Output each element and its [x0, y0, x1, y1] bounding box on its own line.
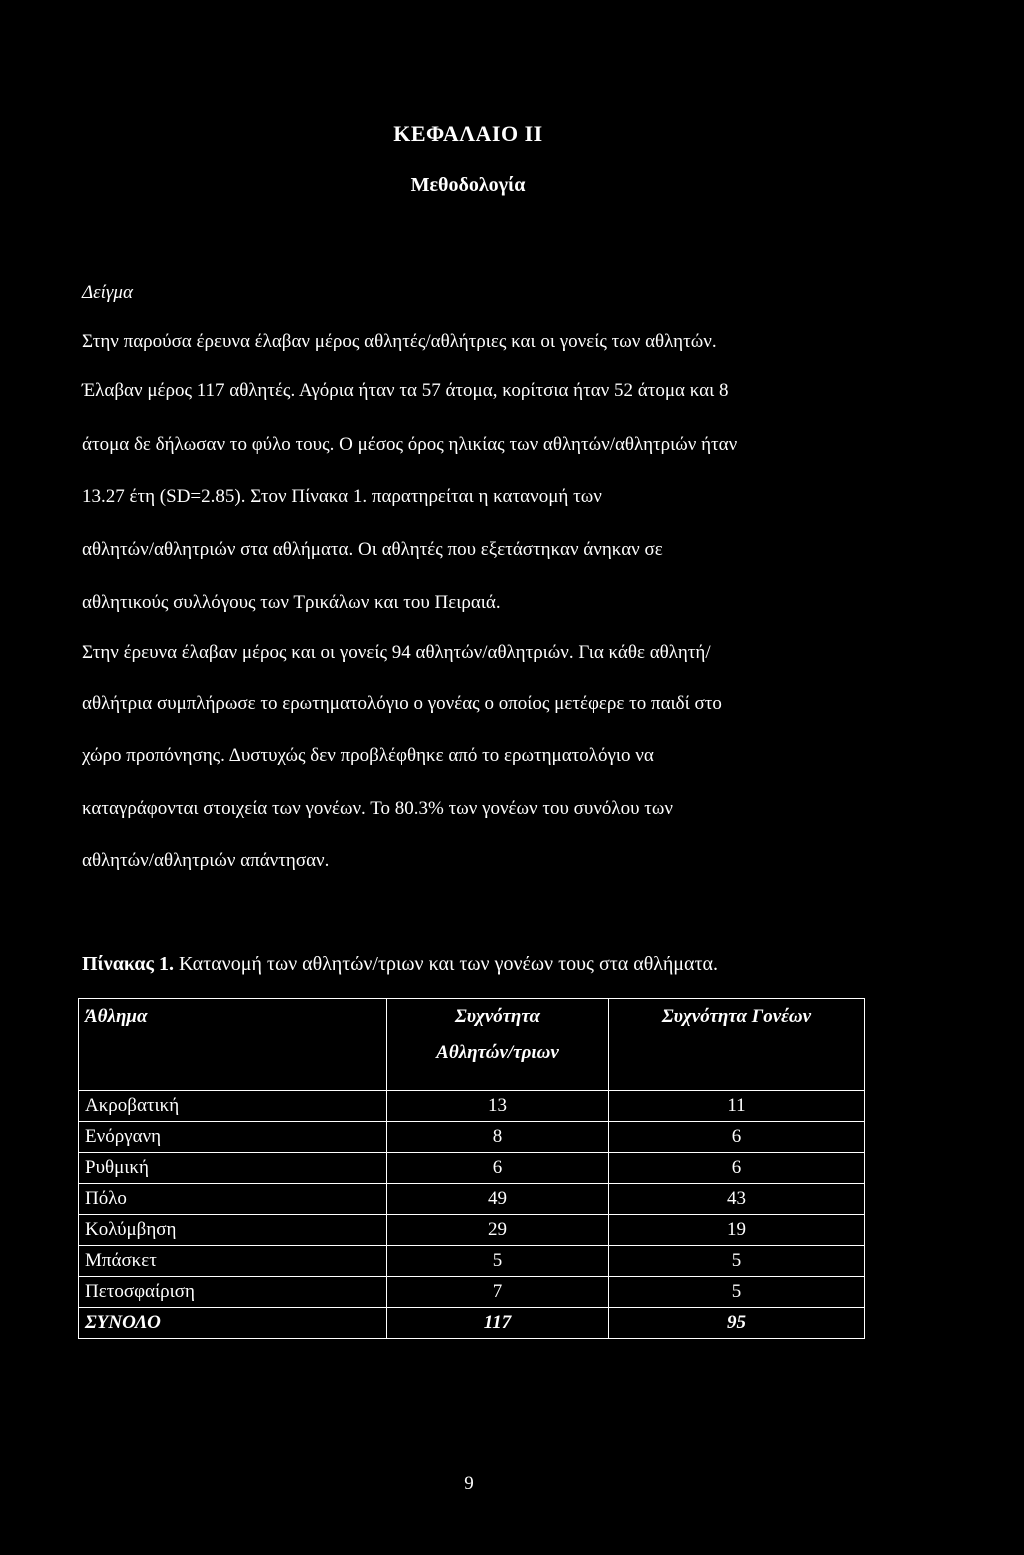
paragraph-line: Στην έρευνα έλαβαν μέρος και οι γονείς 94 αθλητών/αθλητριών. Για κάθε αθλητή/ [82, 642, 711, 663]
chapter-heading: ΚΕΦΑΛΑΙΟ ΙΙ [393, 121, 543, 146]
sport-name: Πετοσφαίριση [79, 1277, 387, 1308]
sport-name: Ενόργανη [79, 1122, 387, 1153]
parents-count: 19 [609, 1215, 865, 1246]
athletes-count: 13 [387, 1091, 609, 1122]
parents-count: 6 [609, 1153, 865, 1184]
paragraph-line: άτομα δε δήλωσαν το φύλο τους. Ο μέσος όρος ηλικίας των αθλητών/αθλητριών ήταν [82, 434, 738, 455]
total-parents: 95 [609, 1308, 865, 1339]
paragraph-line: χώρο προπόνησης. Δυστυχώς δεν προβλέφθηκε από το ερωτηματολόγιο να [82, 745, 654, 766]
sports-distribution-table [78, 998, 865, 1339]
table-row [79, 1277, 865, 1308]
parents-count: 43 [609, 1184, 865, 1215]
total-label: ΣΥΝΟΛΟ [79, 1308, 387, 1339]
sport-name: Κολύμβηση [79, 1215, 387, 1246]
paragraph-line: Στην παρούσα έρευνα έλαβαν μέρος αθλητές/αθλήτριες και οι γονείς των αθλητών. [82, 331, 717, 352]
table-total-row [79, 1308, 865, 1339]
table-row [79, 1215, 865, 1246]
header-athletes-frequency [387, 999, 609, 1091]
table-row [79, 1091, 865, 1122]
header-athletes-line2: Αθλητών/τριων [436, 1042, 559, 1063]
athletes-count: 49 [387, 1184, 609, 1215]
athletes-count: 29 [387, 1215, 609, 1246]
paragraph-line: αθλητών/αθλητριών στα αθλήματα. Οι αθλητές που εξετάστηκαν άνηκαν σε [82, 539, 663, 560]
athletes-count: 5 [387, 1246, 609, 1277]
parents-count: 5 [609, 1277, 865, 1308]
table-caption-text: Κατανομή των αθλητών/τριων και των γονέων τους στα αθλήματα. [173, 953, 718, 975]
paragraph-line: αθλήτρια συμπλήρωσε το ερωτηματολόγιο ο γονέας ο οποίος μετέφερε το παιδί στο [82, 693, 722, 714]
sport-name: Μπάσκετ [79, 1246, 387, 1277]
paragraph-line: αθλητών/αθλητριών απάντησαν. [82, 850, 330, 871]
athletes-count: 8 [387, 1122, 609, 1153]
athletes-count: 7 [387, 1277, 609, 1308]
parents-count: 6 [609, 1122, 865, 1153]
table-caption-label: Πίνακας 1. [82, 953, 174, 975]
table-row [79, 1122, 865, 1153]
table-row [79, 1184, 865, 1215]
parents-count: 5 [609, 1246, 865, 1277]
table-row [79, 1246, 865, 1277]
section-title: Δείγμα [82, 282, 133, 303]
parents-count: 11 [609, 1091, 865, 1122]
sport-name: Πόλο [79, 1184, 387, 1215]
paragraph-line: αθλητικούς συλλόγους των Τρικάλων και του Πειραιά. [82, 592, 501, 613]
chapter-subtitle: Μεθοδολογία [410, 174, 526, 196]
paragraph-line: 13.27 έτη (SD=2.85). Στον Πίνακα 1. παρατηρείται η κατανομή των [82, 486, 602, 507]
paragraph-line: καταγράφονται στοιχεία των γονέων. Το 80.3% των γονέων του συνόλου των [82, 798, 674, 819]
table-header-row [79, 999, 865, 1091]
header-sport: Άθλημα [79, 999, 387, 1091]
header-parents-frequency: Συχνότητα Γονέων [609, 999, 865, 1091]
paragraph-line: Έλαβαν μέρος 117 αθλητές. Αγόρια ήταν τα 57 άτομα, κορίτσια ήταν 52 άτομα και 8 [82, 380, 729, 401]
sport-name: Ρυθμική [79, 1153, 387, 1184]
athletes-count: 6 [387, 1153, 609, 1184]
total-athletes: 117 [387, 1308, 609, 1339]
sport-name: Ακροβατική [79, 1091, 387, 1122]
table-row [79, 1153, 865, 1184]
table-caption [82, 953, 718, 976]
page-number: 9 [464, 1473, 474, 1494]
header-athletes-line1: Συχνότητα [454, 1006, 541, 1027]
